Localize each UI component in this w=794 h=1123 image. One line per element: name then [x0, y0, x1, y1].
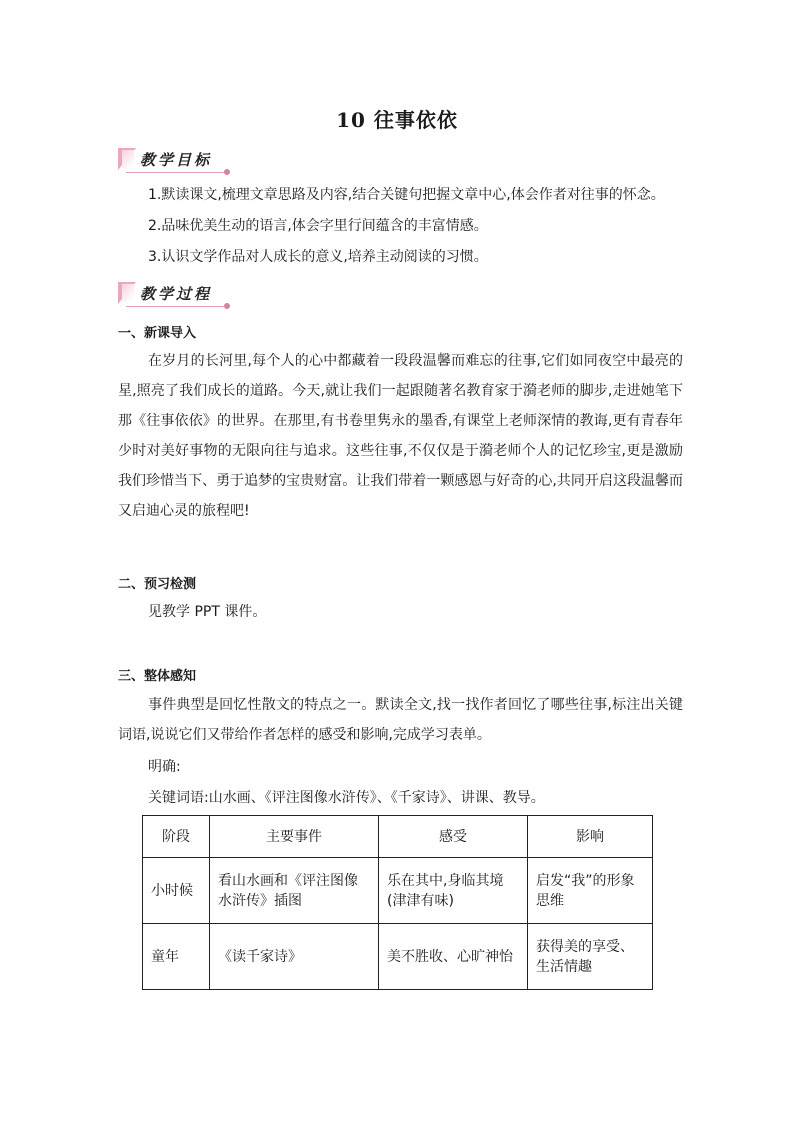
- table-cell: 看山水画和《评注图像水浒传》插图: [210, 858, 379, 924]
- table-header-cell: 主要事件: [210, 816, 379, 858]
- table-cell: 启发“我”的形象思维: [528, 858, 653, 924]
- table-cell: 小时候: [143, 858, 210, 924]
- keywords-line: 关键词语:山水画、《评注图像水浒传》、《千家诗》、讲课、教导。: [148, 790, 545, 806]
- section-label: 教学过程: [140, 285, 213, 303]
- table-cell: 童年: [143, 924, 210, 990]
- study-table: [142, 815, 653, 990]
- table-header-cell: 阶段: [143, 816, 210, 858]
- goal-item: 2.品味优美生动的语言,体会字里行间蕴含的丰富情感。: [148, 218, 488, 234]
- task-paragraph: 事件典型是回忆性散文的特点之一。默读全文,找一找作者回忆了哪些往事,标注出关键词语,说说它们又带给作者怎样的感受和影响,完成学习表单。: [118, 697, 683, 743]
- table-header-cell: 感受: [379, 816, 528, 858]
- table-cell: 美不胜收、心旷神怡: [379, 924, 528, 990]
- table-cell: 《读千家诗》: [210, 924, 379, 990]
- table-header-row: [143, 816, 653, 858]
- dot-icon: [224, 303, 230, 309]
- preview-paragraph: 见教学 PPT 课件。: [148, 604, 267, 620]
- heading-overall-perception: 三、整体感知: [118, 669, 197, 684]
- table-row: [143, 924, 653, 990]
- goal-item: 1.默读课文,梳理文章思路及内容,结合关键句把握文章中心,体会作者对往事的怀念。: [148, 187, 665, 203]
- section-header-process: [118, 282, 242, 310]
- intro-paragraph: 在岁月的长河里,每个人的心中都藏着一段段温馨而难忘的往事,它们如同夜空中最亮的星,照亮了我们成长的道路。今天,就让我们一起跟随著名教育家于漪老师的脚步,走进她笔下那《往事依依》的世界。在那里,有书卷里隽永的墨香,有课堂上老师深情的教诲,更有青春年少时对美好事物的无限向往与追求。这些往事,不仅仅是于漪老师个人的记忆珍宝,更是激励我们珍惜当下、勇于追梦的宝贵财富。让我们带着一颗感恩与好奇的心,共同开启这段温馨而又启迪心灵的旅程吧!: [118, 353, 683, 519]
- goal-item: 3.认识文学作品对人成长的意义,培养主动阅读的习惯。: [148, 249, 488, 265]
- dot-icon: [224, 169, 230, 175]
- heading-new-lesson: 一、新课导入: [118, 326, 197, 341]
- table-header-cell: 影响: [528, 816, 653, 858]
- clarify-label: 明确:: [148, 759, 181, 775]
- page-title: 10 往事依依: [336, 108, 458, 132]
- section-label: 教学目标: [140, 151, 213, 169]
- table-row: [143, 858, 653, 924]
- section-header-goals: [118, 148, 242, 176]
- table-cell: 获得美的享受、生活情趣: [528, 924, 653, 990]
- heading-preview-check: 二、预习检测: [118, 577, 197, 592]
- table-cell: 乐在其中,身临其境(津津有味): [379, 858, 528, 924]
